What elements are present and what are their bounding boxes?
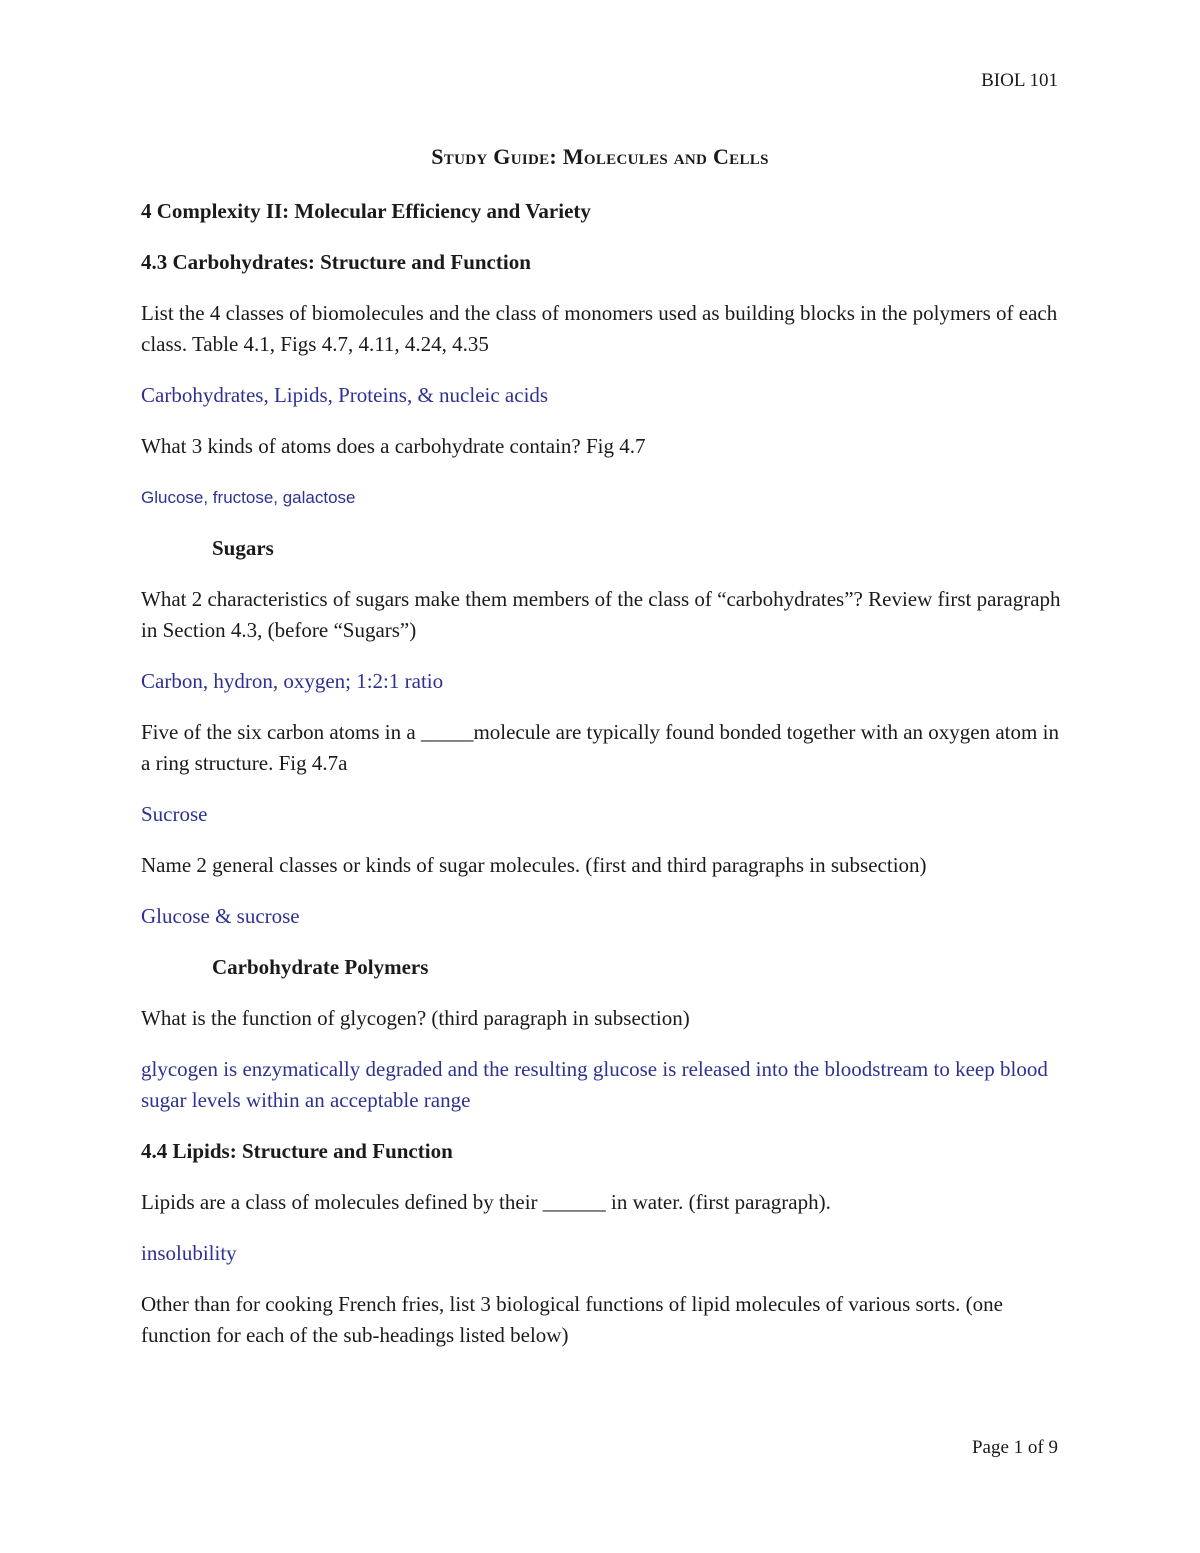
question-7: Lipids are a class of molecules defined by their ______ in water. (first paragraph). (141, 1190, 831, 1214)
document-body (141, 196, 1061, 1371)
section-heading-4-4: 4.4 Lipids: Structure and Function (141, 1139, 453, 1163)
question-2: What 3 kinds of atoms does a carbohydrate contain? Fig 4.7 (141, 434, 646, 458)
question-8: Other than for cooking French fries, list 3 biological functions of lipid molecules of various sorts. (one function for each of the sub-headings listed below) (141, 1292, 1003, 1347)
answer-2: Glucose, fructose, galactose (141, 488, 356, 507)
page-number: Page 1 of 9 (971, 1437, 1058, 1458)
question-5: Name 2 general classes or kinds of sugar molecules. (first and third paragraphs in subsection) (141, 853, 927, 877)
answer-6: glycogen is enzymatically degraded and the resulting glucose is released into the bloodstream to keep blood sugar levels within an acceptable range (141, 1057, 1048, 1112)
chapter-heading: 4 Complexity II: Molecular Efficiency and Variety (141, 199, 591, 223)
course-code: BIOL 101 (981, 70, 1058, 91)
question-6: What is the function of glycogen? (third paragraph in subsection) (141, 1006, 690, 1030)
answer-7: insolubility (141, 1241, 237, 1265)
answer-5: Glucose & sucrose (141, 904, 300, 928)
answer-3: Carbon, hydron, oxygen; 1:2:1 ratio (141, 669, 444, 693)
document-title: Study Guide: Molecules and Cells (431, 144, 769, 169)
section-heading-4-3: 4.3 Carbohydrates: Structure and Function (141, 250, 531, 274)
question-1: List the 4 classes of biomolecules and the class of monomers used as building blocks in the polymers of each class. Table 4.1, Figs 4.7, 4.11, 4.24, 4.35 (141, 301, 1058, 356)
subheading-carbohydrate-polymers: Carbohydrate Polymers (212, 955, 429, 979)
answer-4: Sucrose (141, 802, 208, 826)
question-4: Five of the six carbon atoms in a _____molecule are typically found bonded together with an oxygen atom in a ring structure. Fig 4.7a (141, 720, 1059, 775)
question-3: What 2 characteristics of sugars make them members of the class of “carbohydrates”? Review first paragraph in Section 4.3, (before “Sugars”) (141, 587, 1061, 642)
answer-1: Carbohydrates, Lipids, Proteins, & nucleic acids (141, 383, 549, 407)
subheading-sugars: Sugars (212, 536, 274, 560)
